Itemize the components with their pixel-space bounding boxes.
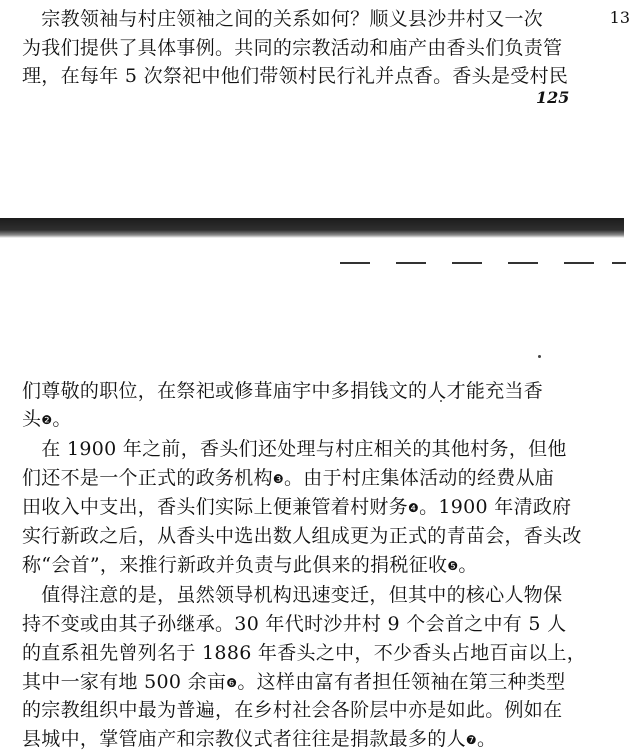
footnote-marker: ❷ bbox=[41, 413, 53, 427]
footnote-marker: ❹ bbox=[408, 501, 420, 515]
top-text-line-3: 理，在每年 5 次祭祀中他们带领村民行礼并点香。香头是受村民 bbox=[22, 65, 569, 87]
page-separator-band bbox=[0, 218, 624, 238]
body-line: 田收入中支出，香头们实际上便兼管着村财务❹。1900 年清政府 bbox=[22, 496, 572, 518]
body-line: 头❷。 bbox=[22, 408, 72, 430]
top-page-fragment bbox=[0, 0, 630, 130]
body-line: 们尊敬的职位，在祭祀或修葺庙宇中多捐钱文的人才能充当香 bbox=[22, 380, 544, 402]
body-line: 其中一家有地 500 余亩❻。这样由富有者担任领袖在第三种类型 bbox=[22, 671, 566, 693]
dash bbox=[396, 262, 426, 264]
top-text-line-1: 宗教领袖与村庄领袖之间的关系如何？顺义县沙井村又一次 bbox=[22, 8, 544, 30]
body-line: 的直系祖先曾列名于 1886 年香头之中，不少香头占地百亩以上， bbox=[22, 642, 587, 664]
dash bbox=[340, 262, 370, 264]
body-line: 县城中，掌管庙产和宗教仪式者往往是捐款最多的人❼。 bbox=[22, 728, 497, 750]
bottom-page-body bbox=[0, 370, 624, 750]
footnote-marker: ❻ bbox=[226, 676, 238, 690]
footnote-marker: ❸ bbox=[272, 472, 284, 486]
body-line: 实行新政之后，从香头中选出数人组成更为正式的青苗会，香头改 bbox=[22, 525, 582, 547]
footnote-marker: ❺ bbox=[447, 559, 459, 573]
top-text-line-2: 为我们提供了具体事例。共同的宗教活动和庙产由香头们负责管 bbox=[22, 37, 563, 59]
scan-speck bbox=[538, 355, 541, 358]
body-line: 称“会首”，来推行新政并负责与此俱来的捐税征收❺。 bbox=[22, 554, 478, 576]
dash bbox=[508, 262, 538, 264]
body-line: 持不变或由其子孙继承。30 年代时沙井村 9 个会首之中有 5 人 bbox=[22, 613, 567, 635]
body-line: 在 1900 年之前，香头们还处理与村庄相关的其他村务，但他 bbox=[22, 438, 567, 460]
footnote-marker: ❼ bbox=[465, 733, 477, 747]
dash bbox=[452, 262, 482, 264]
dash bbox=[612, 262, 626, 264]
dashed-rule bbox=[340, 262, 630, 264]
body-line: 的宗教组织中最为普遍，在乡村社会各阶层中亦是如此。例如在 bbox=[22, 699, 563, 721]
body-line: 们还不是一个正式的政务机构❸。由于村庄集体活动的经费从庙 bbox=[22, 467, 555, 489]
page-number: 125 bbox=[536, 88, 570, 107]
dash bbox=[564, 262, 594, 264]
body-line: 值得注意的是，虽然领导机构迅速变迁，但其中的核心人物保 bbox=[22, 584, 563, 606]
margin-page-number: 13 bbox=[609, 8, 630, 27]
